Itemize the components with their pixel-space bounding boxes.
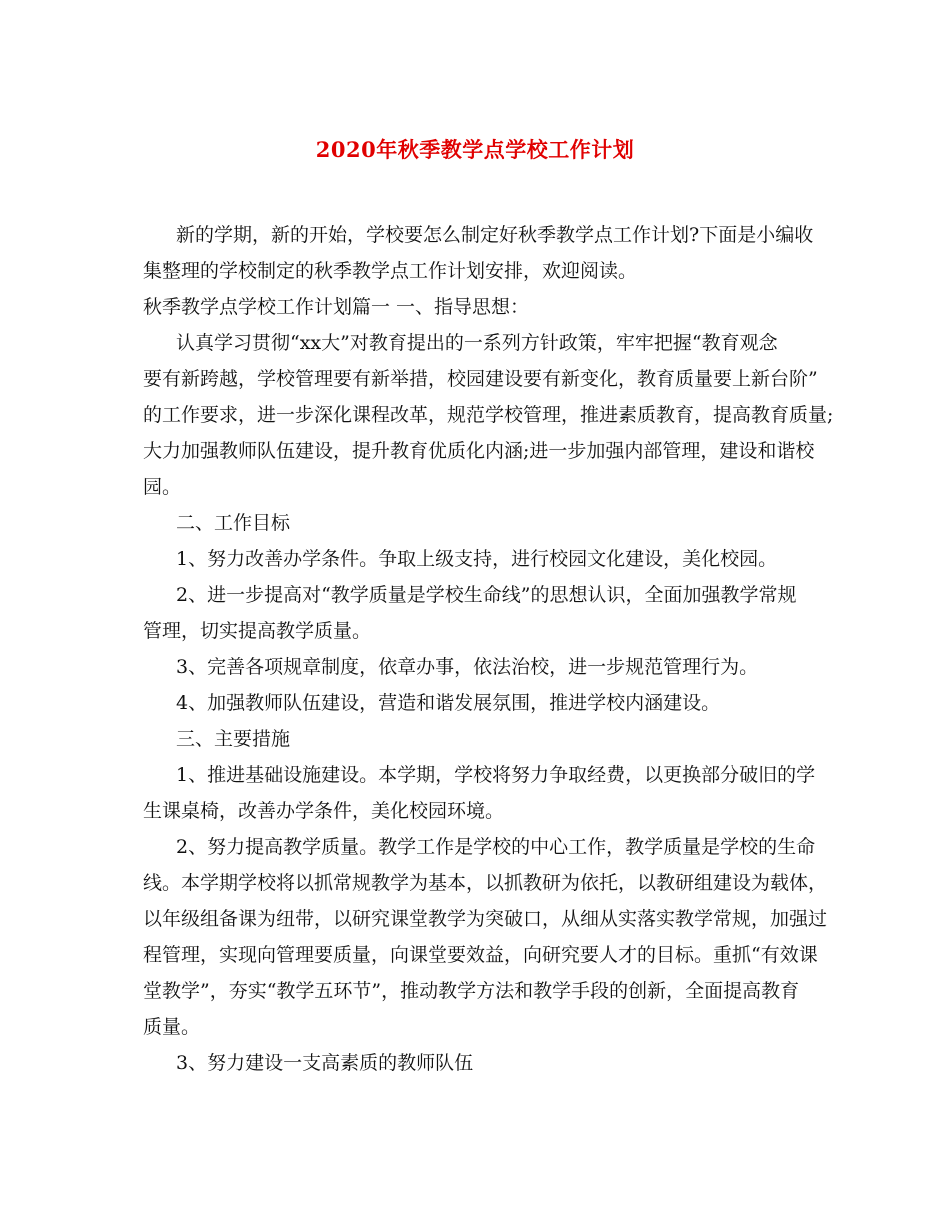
list-item: 3、努力建设一支高素质的教师队伍: [176, 1052, 474, 1074]
paragraph-line: 管理，切实提高教学质量。: [143, 620, 372, 642]
section-heading: 三、主要措施: [176, 728, 291, 750]
paragraph-line: 集整理的学校制定的秋季教学点工作计划安排，欢迎阅读。: [143, 260, 638, 282]
paragraph-line: 堂教学”，夯实“教学五环节”，推动教学方法和教学手段的创新，全面提高教育: [143, 980, 800, 1002]
list-item: 1、努力改善办学条件。争取上级支持，进行校园文化建设，美化校园。: [176, 548, 778, 570]
paragraph-line: 质量。: [143, 1016, 201, 1038]
section-heading: 二、工作目标: [176, 512, 291, 534]
paragraph-line: 大力加强教师队伍建设，提升教育优质化内涵;进一步加强内部管理，建设和谐校: [143, 440, 815, 462]
list-item: 3、完善各项规章制度，依章办事，依法治校，进一步规范管理行为。: [176, 656, 759, 678]
paragraph-line: 园。: [143, 476, 182, 498]
paragraph-line: 以年级组备课为纽带，以研究课堂教学为突破口，从细从实落实教学常规，加强过: [143, 908, 828, 930]
list-item: 2、努力提高教学质量。教学工作是学校的中心工作，教学质量是学校的生命: [176, 836, 816, 858]
list-item: 1、推进基础设施建设。本学期，学校将努力争取经费，以更换部分破旧的学: [176, 764, 816, 786]
paragraph-line: 秋季教学点学校工作计划篇一 一、指导思想：: [143, 296, 530, 318]
paragraph-line: 要有新跨越，学校管理要有新举措，校园建设要有新变化，教育质量要上新台阶”: [143, 368, 818, 390]
paragraph-line: 的工作要求，进一步深化课程改革，规范学校管理，推进素质教育，提高教育质量;: [143, 404, 834, 426]
document-title: 2020年秋季教学点学校工作计划: [315, 137, 635, 162]
paragraph-line: 程管理，实现向管理要质量，向课堂要效益，向研究要人才的目标。重抓“有效课: [143, 944, 818, 966]
list-item: 2、进一步提高对“教学质量是学校生命线”的思想认识，全面加强教学常规: [176, 584, 797, 606]
paragraph-line: 认真学习贯彻“xx大”对教育提出的一系列方针政策，牢牢把握“教育观念: [176, 332, 778, 354]
paragraph-line: 线。本学期学校将以抓常规教学为基本，以抓教研为依托，以教研组建设为载体，: [143, 872, 828, 894]
paragraph-line: 生课桌椅，改善办学条件，美化校园环境。: [143, 800, 505, 822]
paragraph-line: 新的学期，新的开始，学校要怎么制定好秋季教学点工作计划?下面是小编收: [176, 224, 814, 246]
list-item: 4、加强教师队伍建设，营造和谐发展氛围，推进学校内涵建设。: [176, 692, 721, 714]
